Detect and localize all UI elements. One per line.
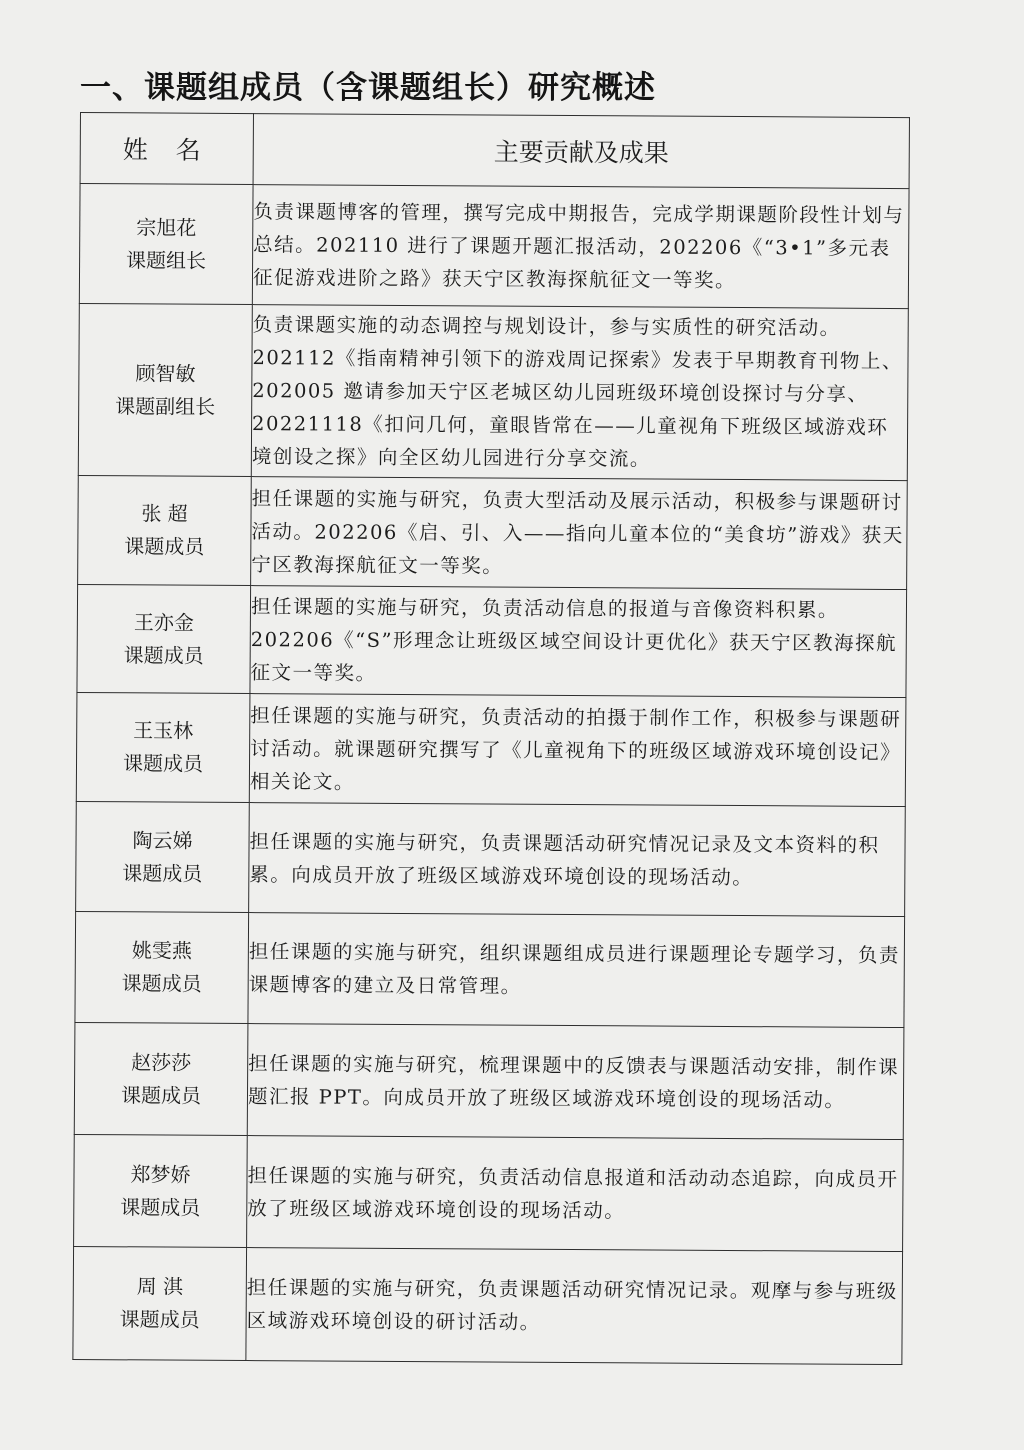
header-contribution: 主要贡献及成果 xyxy=(253,114,909,189)
member-cell xyxy=(75,911,249,1023)
table-row xyxy=(78,475,908,589)
header-name: 姓 名 xyxy=(80,113,253,185)
member-cell xyxy=(77,584,251,693)
table-header-row xyxy=(80,113,909,189)
member-role: 课题成员 xyxy=(120,1082,202,1108)
member-role: 课题成员 xyxy=(121,971,202,996)
table-row xyxy=(78,303,908,480)
member-name: 赵莎莎 xyxy=(131,1049,192,1075)
member-cell xyxy=(78,475,252,585)
table-row xyxy=(75,911,905,1027)
contribution-table xyxy=(72,112,910,1365)
table-row xyxy=(76,801,906,916)
member-role: 课题成员 xyxy=(119,1307,200,1332)
contribution-text: 担任课题的实施与研究，负责活动信息的报道与音像资料积累。202206《“S”形理念让班级区域空间设计更优化》获天宁区教海探航征文一等奖。 xyxy=(250,586,907,698)
page-title: 一、课题组成员（含课题组长）研究概述 xyxy=(80,70,656,106)
contribution-text: 负责课题博客的管理，撰写完成中期报告，完成学期课题阶段性计划与总结。202110 进行了课题开题汇报活动，202206《“3•1”多元表征促游戏进阶之路》获天宁区教海探航征文一等奖。 xyxy=(252,185,909,309)
member-name: 张 超 xyxy=(141,501,188,526)
member-cell xyxy=(76,801,250,912)
table-row xyxy=(74,1022,904,1139)
member-name: 陶云娣 xyxy=(132,827,193,853)
member-name: 王亦金 xyxy=(133,609,194,635)
member-name: 郑梦娇 xyxy=(130,1161,191,1187)
contribution-text: 担任课题的实施与研究，负责大型活动及展示活动，积极参与课题研讨活动。202206《启、引、入——指向儿童本位的“美食坊”游戏》获天宁区教海探航征文一等奖。 xyxy=(251,477,908,590)
table-row xyxy=(79,184,909,309)
table-row xyxy=(74,1134,904,1251)
table-row xyxy=(77,584,907,697)
contribution-text: 担任课题的实施与研究，负责活动的拍摄于制作工作，积极参与课题研讨活动。就课题研究撰写了《儿童视角下的班级区域游戏环境创设记》相关论文。 xyxy=(249,694,906,807)
member-cell xyxy=(74,1022,248,1135)
contribution-text: 担任课题的实施与研究，负责课题活动研究情况记录及文本资料的积累。向成员开放了班级区域游戏环境创设的现场活动。 xyxy=(249,803,906,917)
member-cell xyxy=(73,1246,247,1360)
contribution-text: 担任课题的实施与研究，梳理课题中的反馈表与课题活动安排，制作课题汇报 PPT。向成员开放了班级区域游戏环境创设的现场活动。 xyxy=(247,1024,904,1140)
table-row xyxy=(76,692,906,806)
member-role: 课题副组长 xyxy=(115,393,216,419)
member-name: 顾智敏 xyxy=(135,360,196,386)
member-role: 课题成员 xyxy=(120,1194,201,1220)
member-name: 周 淇 xyxy=(136,1274,184,1299)
member-role: 课题组长 xyxy=(126,247,207,273)
member-role: 课题成员 xyxy=(122,751,204,776)
member-role: 课题成员 xyxy=(124,534,205,559)
contribution-text: 担任课题的实施与研究，负责课题活动研究情况记录。观摩与参与班级区域游戏环境创设的研讨活动。 xyxy=(246,1248,903,1365)
member-cell xyxy=(74,1134,248,1247)
member-name: 王玉林 xyxy=(133,718,194,743)
member-cell xyxy=(78,303,252,476)
member-cell xyxy=(76,692,250,802)
member-role: 课题成员 xyxy=(123,642,204,668)
member-role: 课题成员 xyxy=(122,860,203,886)
contribution-text: 担任课题的实施与研究，组织课题组成员进行课题理论专题学习，负责课题博客的建立及日常管理。 xyxy=(248,913,905,1028)
member-cell xyxy=(79,184,253,305)
contribution-text: 担任课题的实施与研究，负责活动信息报道和活动动态追踪，向成员开放了班级区域游戏环境创设的现场活动。 xyxy=(247,1136,904,1252)
member-name: 宗旭花 xyxy=(136,214,197,240)
table-row xyxy=(73,1246,903,1364)
contribution-text: 负责课题实施的动态调控与规划设计，参与实质性的研究活动。202112《指南精神引领下的游戏周记探索》发表于早期教育刊物上、202005 邀请参加天宁区老城区幼儿园班级环境创设探讨与分享、20221118《扣问几何，童眼皆常在——儿童视角下班级区域游戏环境创设之探》向全区幼儿园进行分享交流。 xyxy=(251,305,908,481)
member-name: 姚雯燕 xyxy=(131,938,192,963)
